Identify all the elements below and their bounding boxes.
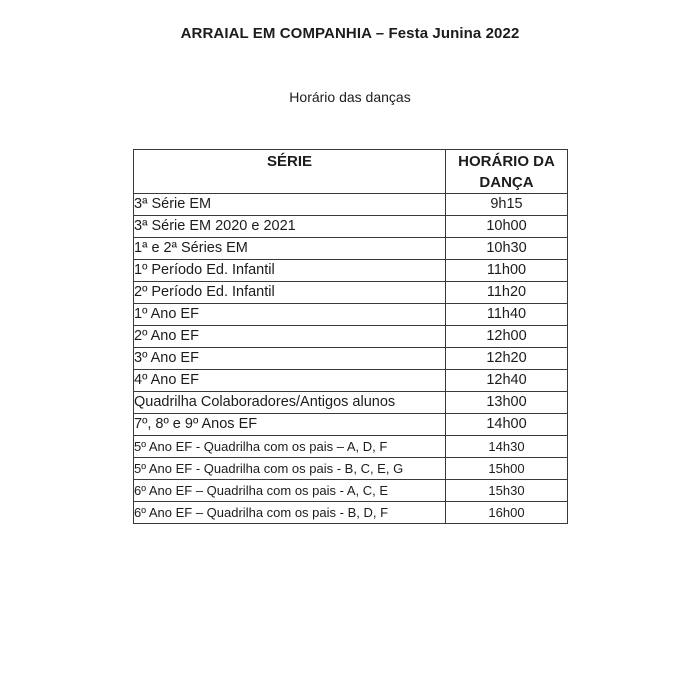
horario-cell: 15h30	[446, 480, 568, 502]
serie-cell: 3ª Série EM	[134, 194, 446, 216]
dance-schedule-table	[133, 149, 568, 524]
table-row	[134, 194, 568, 216]
serie-cell: Quadrilha Colaboradores/Antigos alunos	[134, 392, 446, 414]
table-row	[134, 216, 568, 238]
serie-cell: 2º Ano EF	[134, 326, 446, 348]
table-row	[134, 348, 568, 370]
serie-cell: 3º Ano EF	[134, 348, 446, 370]
table-row	[134, 480, 568, 502]
table-row	[134, 392, 568, 414]
horario-cell: 11h20	[446, 282, 568, 304]
horario-cell: 12h00	[446, 326, 568, 348]
table-row	[134, 436, 568, 458]
serie-cell: 1ª e 2ª Séries EM	[134, 238, 446, 260]
table-row	[134, 326, 568, 348]
serie-cell: 5º Ano EF - Quadrilha com os pais - B, C, E, G	[134, 458, 446, 480]
serie-cell: 2º Período Ed. Infantil	[134, 282, 446, 304]
horario-cell: 15h00	[446, 458, 568, 480]
serie-cell: 1º Período Ed. Infantil	[134, 260, 446, 282]
column-header-horario: HORÁRIO DA DANÇA	[446, 150, 568, 194]
table-row	[134, 304, 568, 326]
horario-cell: 12h20	[446, 348, 568, 370]
horario-cell: 13h00	[446, 392, 568, 414]
serie-cell: 5º Ano EF - Quadrilha com os pais – A, D, F	[134, 436, 446, 458]
horario-cell: 11h40	[446, 304, 568, 326]
table-row	[134, 370, 568, 392]
table-row	[134, 414, 568, 436]
horario-cell: 9h15	[446, 194, 568, 216]
table-row	[134, 238, 568, 260]
table-row	[134, 260, 568, 282]
serie-cell: 3ª Série EM 2020 e 2021	[134, 216, 446, 238]
serie-cell: 1º Ano EF	[134, 304, 446, 326]
serie-cell: 7º, 8º e 9º Anos EF	[134, 414, 446, 436]
horario-cell: 14h30	[446, 436, 568, 458]
table-header-row	[134, 150, 568, 194]
serie-cell: 4º Ano EF	[134, 370, 446, 392]
horario-cell: 16h00	[446, 502, 568, 524]
serie-cell: 6º Ano EF – Quadrilha com os pais - A, C, E	[134, 480, 446, 502]
serie-cell: 6º Ano EF – Quadrilha com os pais - B, D, F	[134, 502, 446, 524]
document-subtitle: Horário das danças	[289, 89, 411, 105]
horario-cell: 14h00	[446, 414, 568, 436]
document-title: ARRAIAL EM COMPANHIA – Festa Junina 2022	[180, 25, 520, 42]
column-header-serie: SÉRIE	[134, 150, 446, 194]
horario-cell: 10h00	[446, 216, 568, 238]
table-row	[134, 458, 568, 480]
horario-cell: 10h30	[446, 238, 568, 260]
table-row	[134, 502, 568, 524]
horario-cell: 11h00	[446, 260, 568, 282]
horario-cell: 12h40	[446, 370, 568, 392]
table-row	[134, 282, 568, 304]
